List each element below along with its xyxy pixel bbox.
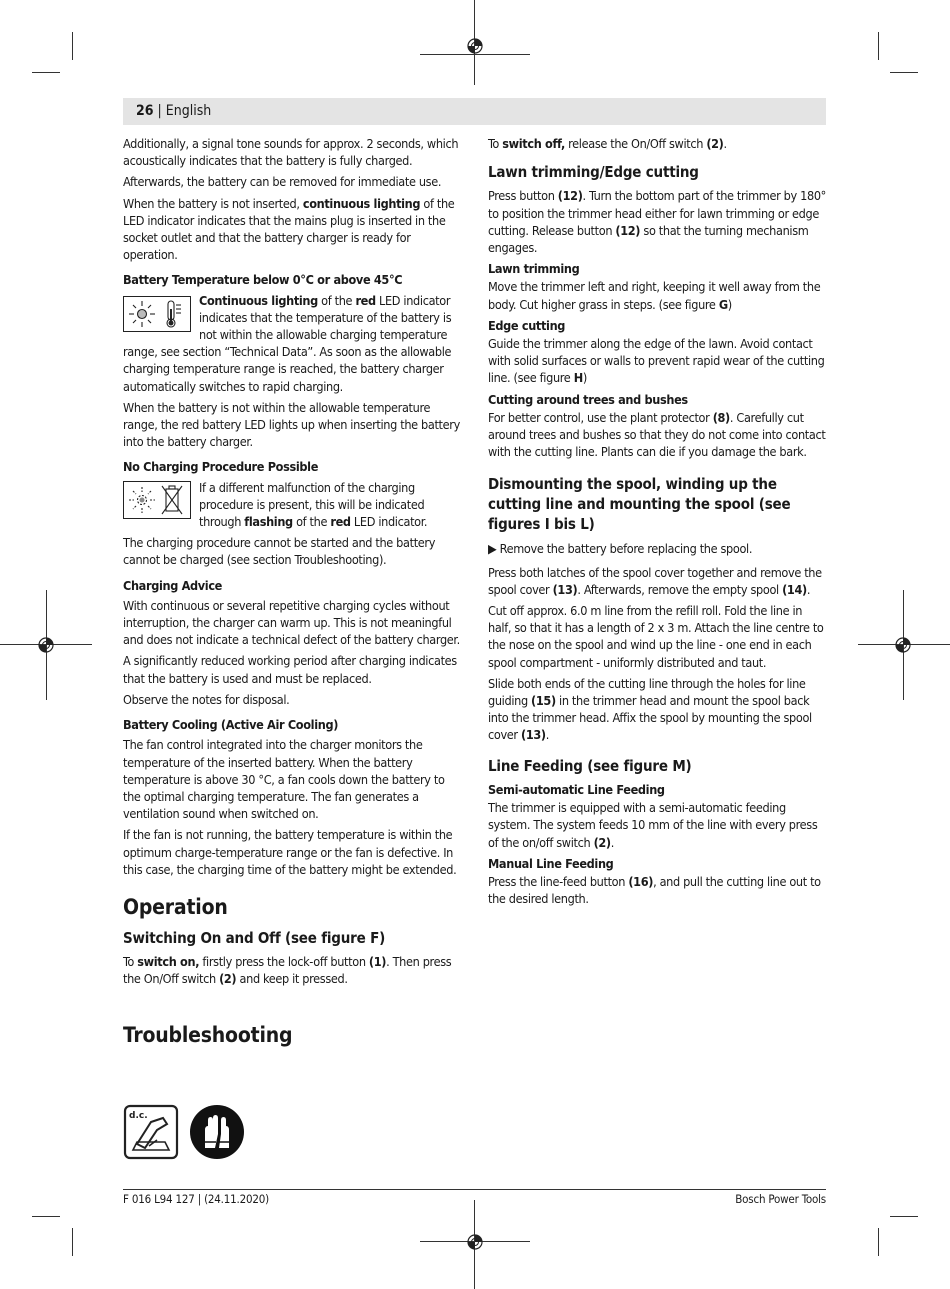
subsection-heading: Semi-automatic Line Feeding [488, 781, 665, 797]
section-heading: Dismounting the spool, winding up the cutting line and mounting the spool (see figures I bis L) [488, 475, 791, 534]
crop-mark [890, 72, 918, 73]
paragraph: If the fan is not running, the battery temperature is within the optimum charge-temperature range or the fan is defective. In this case, the charging time of the battery might be extended. [123, 827, 457, 877]
paragraph: With continuous or several repetitive charging cycles without interruption, the charger can warm up. This is not meaningful and does not indicate a technical defect of the battery charger. [123, 597, 460, 648]
crop-mark [32, 1216, 60, 1217]
paragraph: Observe the notes for disposal. [123, 691, 290, 707]
page-number: 26 [136, 103, 154, 119]
crop-mark [72, 1228, 73, 1256]
subsection-heading: Manual Line Feeding [488, 855, 614, 871]
led-flashing-no-charge-icon [123, 481, 191, 519]
section-heading: Line Feeding (see figure M) [488, 756, 692, 775]
paragraph: Press button (12). Turn the bottom part of the trimmer by 180° to position the trimmer head either for lawn trimming or edge cutting. Release button (12) so that the turning mechanism engages. [488, 188, 826, 256]
subsection-heading: Edge cutting [488, 317, 566, 333]
crop-mark [32, 72, 60, 73]
paragraph: When the battery is not inserted, continuous lighting of the LED indicator indicates that the mains plug is inserted in the socket outlet and that the battery charger is ready for operation. [123, 195, 455, 263]
page-header [123, 98, 826, 125]
left-column [123, 135, 465, 1060]
paragraph: Slide both ends of the cutting line through the holes for line guiding (15) in the trimmer head and mount the spool back into the trimmer head. Affix the spool by mounting the spool cover (13). [488, 675, 812, 743]
bullet-item: ▶ Remove the battery before replacing the spool. [488, 541, 753, 557]
registration-target-icon [466, 37, 484, 55]
paragraph: Press the line-feed button (16), and pull the cutting line out to the desired length. [488, 873, 821, 907]
gloves-icon [189, 1104, 245, 1160]
footer-brand: Bosch Power Tools [735, 1192, 826, 1206]
section-heading: Battery Cooling (Active Air Cooling) [123, 717, 339, 733]
crop-mark [890, 1216, 918, 1217]
crop-mark [878, 1228, 879, 1256]
paragraph: Guide the trimmer along the edge of the lawn. Avoid contact with solid surfaces or walls to prevent rapid wear of the cutting line. (see figure H) [488, 336, 825, 386]
paragraph: For better control, use the plant protector (8). Carefully cut around trees and bushes so that they do not come into contact with the cutting line. Plants can die if you damage the bark. [488, 409, 826, 460]
section-heading: Switching On and Off (see figure F) [123, 928, 386, 947]
registration-target-icon [466, 1233, 484, 1251]
paragraph: To switch on, firstly press the lock-off button (1). Then press the On/Off switch (2) and keep it pressed. [123, 954, 452, 987]
paragraph: Move the trimmer left and right, keeping it well away from the body. Cut higher grass in steps. (see figure G) [488, 279, 821, 312]
right-column [488, 135, 826, 911]
section-heading: Lawn trimming/Edge cutting [488, 163, 699, 182]
crop-mark [72, 32, 73, 60]
triangle-bullet-icon: ▶ [488, 541, 497, 557]
paragraph: Cut off approx. 6.0 m line from the refill roll. Fold the line in half, so that it has a length of 2 x 3 m. Attach the line centre to the nose on the spool and wind up the line - one end in each spool compartment - uniformly distributed and taut. [488, 603, 824, 670]
section-heading: Charging Advice [123, 577, 223, 593]
header-language: English [165, 103, 212, 119]
dc-label: d.c. [129, 1111, 148, 1121]
footer-doc-number: F 016 L94 127 | (24.11.2020) [123, 1192, 269, 1206]
paragraph: Afterwards, the battery can be removed for immediate use. [123, 174, 442, 190]
paragraph: The trimmer is equipped with a semi-automatic feeding system. The system feeds 10 mm of the line with every press of the on/off switch (2). [488, 800, 818, 850]
registration-target-icon [894, 636, 912, 654]
paragraph: Additionally, a signal tone sounds for approx. 2 seconds, which acoustically indicates that the battery is fully charged. [123, 136, 459, 169]
paragraph: A significantly reduced working period after charging indicates that the battery is used and must be replaced. [123, 653, 457, 686]
paragraph: If a different malfunction of the charging procedure is present, this will be indicated through flashing of the red LED indicator. [199, 479, 428, 530]
subsection-heading: Lawn trimming [488, 261, 580, 277]
footer-rule [123, 1189, 826, 1190]
section-heading: Battery Temperature below 0°C or above 45°C [123, 272, 403, 288]
paragraph: To switch off, release the On/Off switch (2). [488, 136, 727, 151]
read-manual-dc-icon [123, 1104, 179, 1160]
paragraph: The charging procedure cannot be started and the battery cannot be charged (see section Troubleshooting). [123, 535, 436, 568]
chapter-heading-troubleshooting: Troubleshooting [123, 1022, 293, 1047]
chapter-heading-operation: Operation [123, 894, 228, 919]
crop-mark [878, 32, 879, 60]
paragraph: When the battery is not within the allowable temperature range, the red battery LED lights up when inserting the battery into the battery charger. [123, 399, 460, 450]
registration-target-icon [37, 636, 55, 654]
section-heading: No Charging Procedure Possible [123, 459, 319, 475]
subsection-heading: Cutting around trees and bushes [488, 391, 688, 407]
page-header-text: 26 | English [136, 103, 212, 119]
paragraph: Press both latches of the spool cover together and remove the spool cover (13). Afterwards, remove the empty spool (14). [488, 564, 822, 597]
paragraph: The fan control integrated into the charger monitors the temperature of the inserted battery. When the battery temperature is above 30 °C, a fan cools down the battery to the optimal charging temperature. The fan generates a ventilation sound when switched on. [123, 737, 445, 822]
paragraph: Continuous lighting of the red LED indicator indicates that the temperature of the battery is not within the allowable charging temperature range, see section “Technical Data”. As soon as the allowable charging temperature range is reached, the battery charger automatically switches to rapid charging. [123, 292, 452, 394]
led-temperature-icon [123, 296, 191, 332]
